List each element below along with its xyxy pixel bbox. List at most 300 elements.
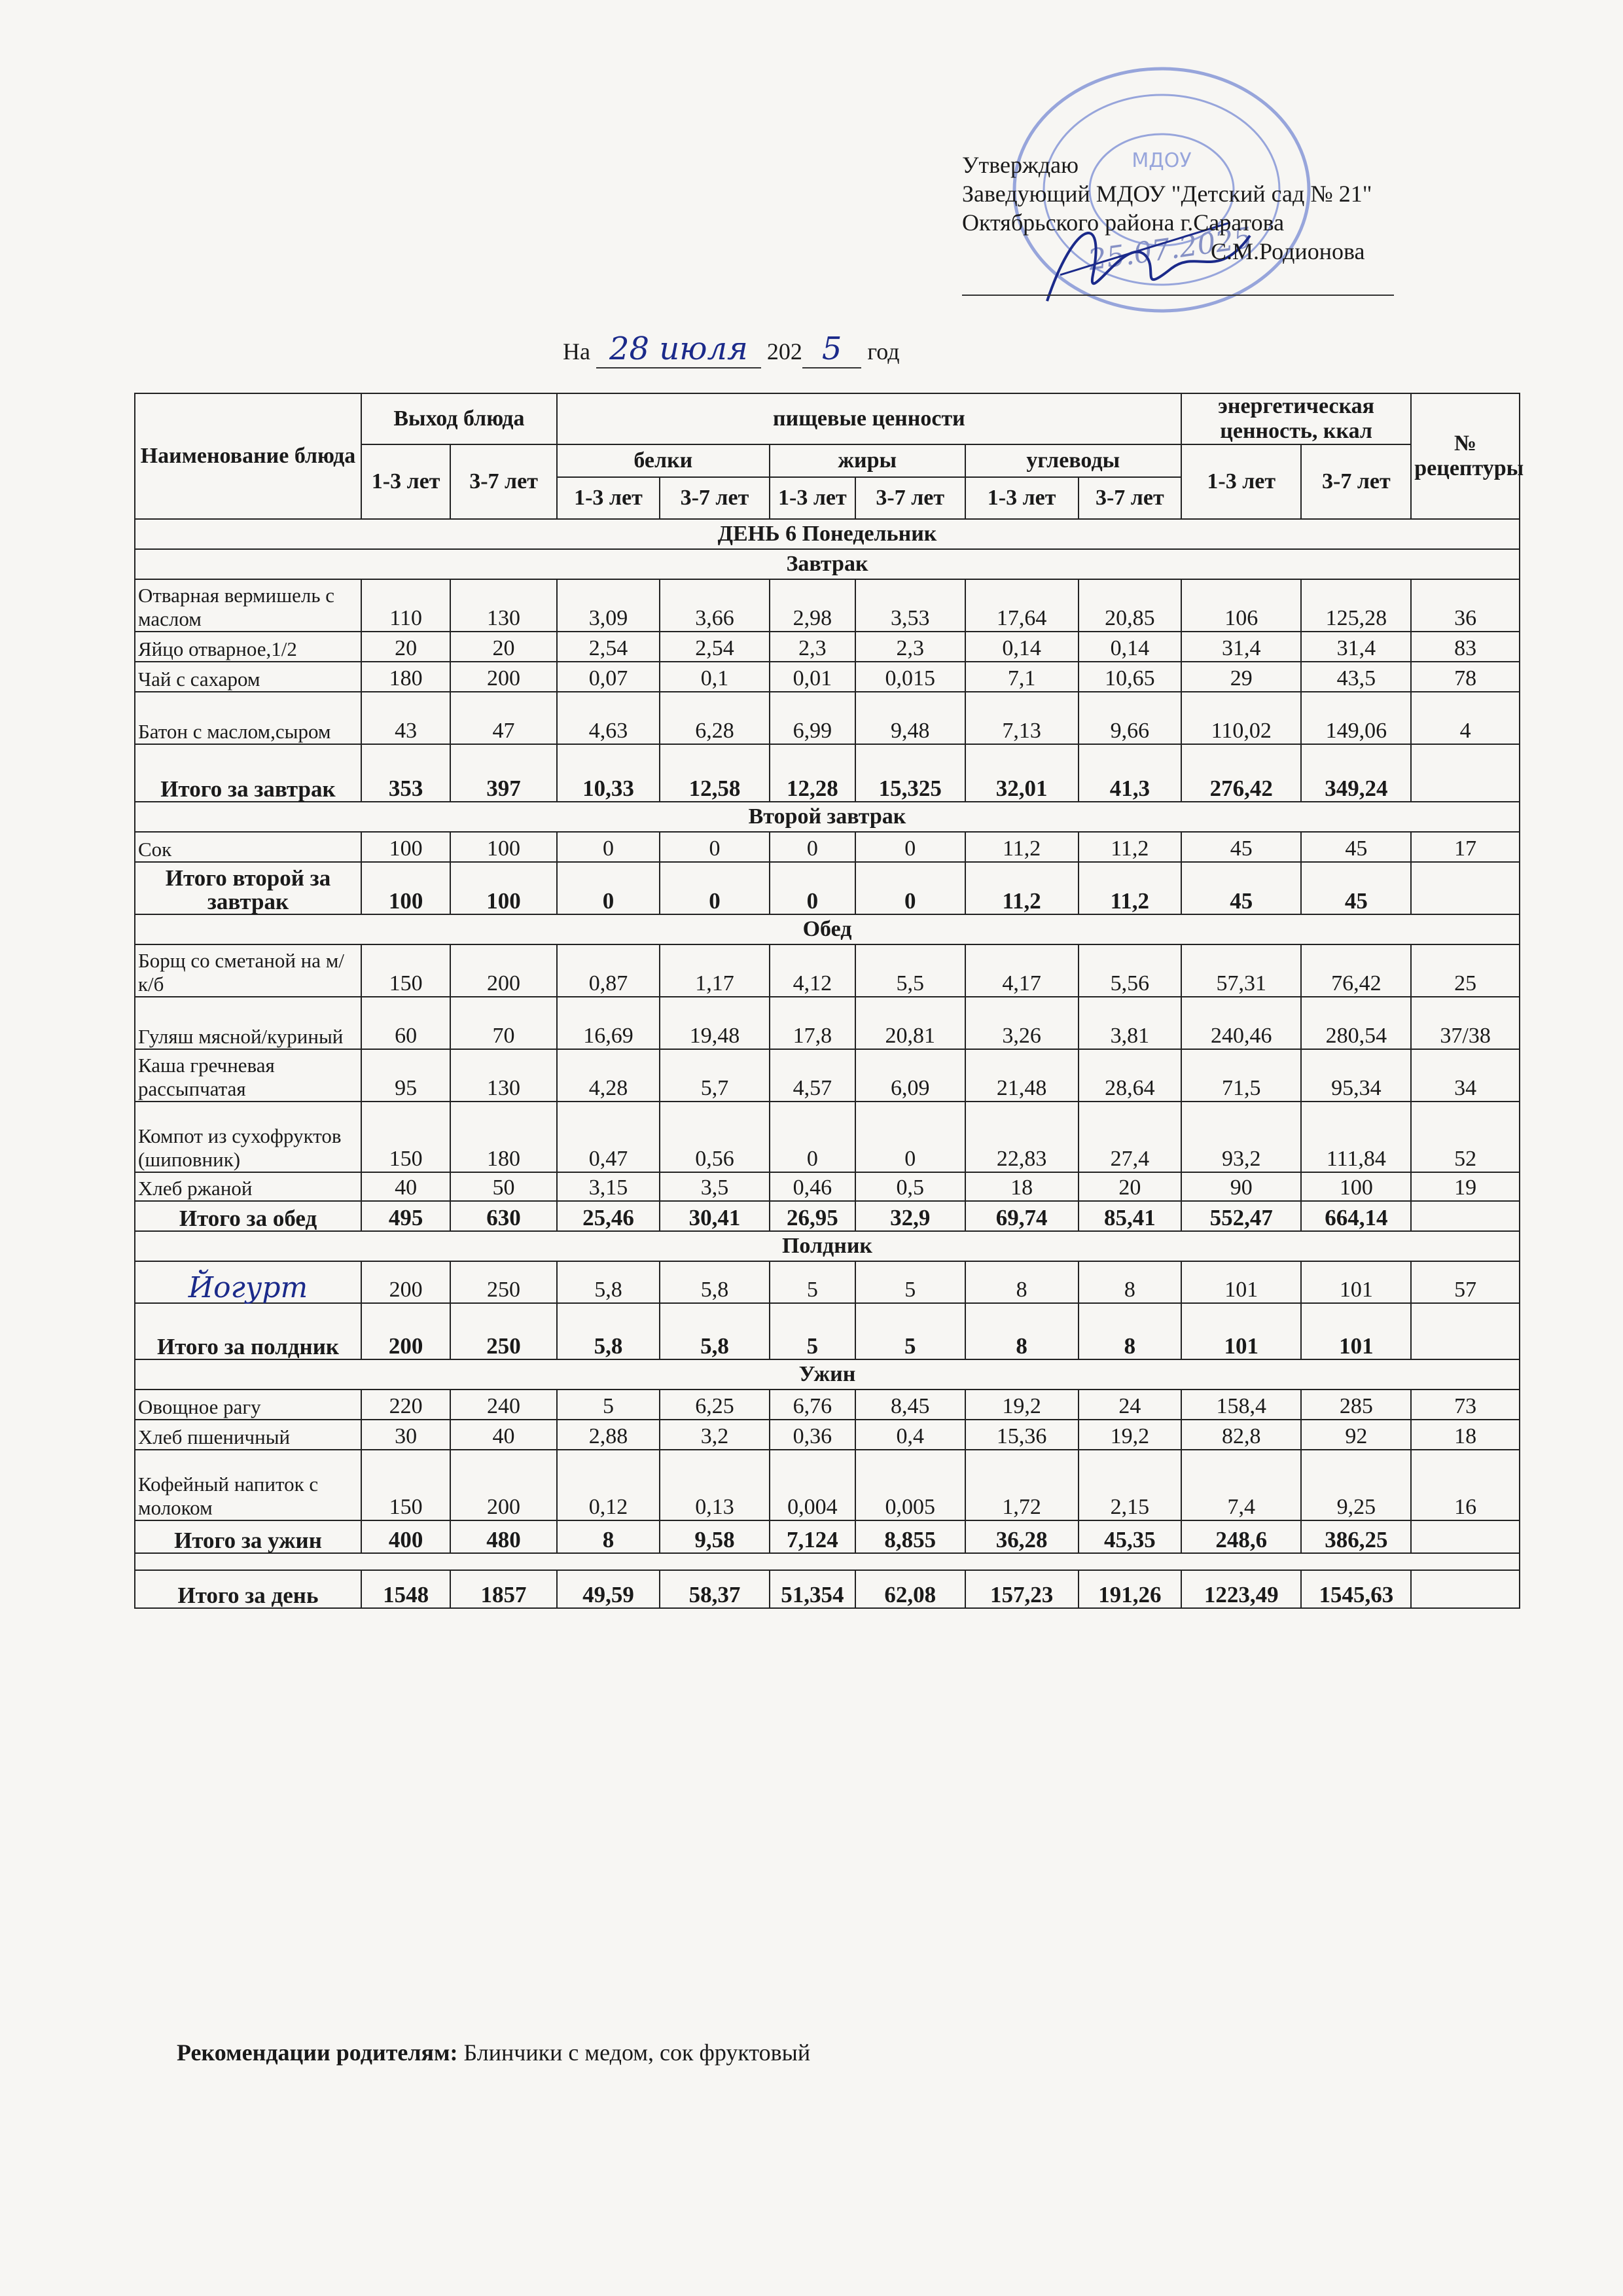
cell-value: 276,42 [1181,744,1301,802]
cell-value: 93,2 [1181,1102,1301,1172]
cell-value: 6,99 [770,692,855,744]
date-year-prefix: 202 [766,338,802,365]
table-row [135,1420,1520,1450]
cell-value: 29 [1181,662,1301,692]
dish-name: Кофейный напиток с молоком [135,1450,361,1520]
cell-value: 2,54 [660,632,770,662]
cell-value: 5,5 [855,944,965,997]
cell-value: 0,14 [1079,632,1181,662]
cell-value: 19,48 [660,997,770,1049]
cell-value: 62,08 [855,1570,965,1608]
cell-value: 36 [1411,579,1520,632]
cell-value: 25 [1411,944,1520,997]
cell-value: 70 [450,997,557,1049]
cell-value: 0,01 [770,662,855,692]
cell-value: 5,8 [660,1261,770,1303]
cell-value: 0,13 [660,1450,770,1520]
cell-value: 150 [361,1450,450,1520]
cell-value: 240 [450,1390,557,1420]
cell-value: 3,09 [557,579,660,632]
cell-value: 45 [1181,862,1301,914]
cell-value: 11,2 [965,862,1079,914]
cell-value: 220 [361,1390,450,1420]
cell-value: 4,63 [557,692,660,744]
cell-value: 69,74 [965,1201,1079,1231]
cell-value: 200 [450,944,557,997]
header-carbs-1-3: 1-3 лет [965,477,1079,519]
approval-position: Заведующий МДОУ "Детский сад № 21" [962,181,1372,207]
cell-value: 2,3 [770,632,855,662]
cell-value: 3,15 [557,1172,660,1201]
total-row [135,1520,1520,1553]
cell-value: 285 [1301,1390,1411,1420]
total-label: Итого за день [135,1570,361,1608]
cell-value: 5,8 [557,1261,660,1303]
cell-value: 158,4 [1181,1390,1301,1420]
cell-value: 248,6 [1181,1520,1301,1553]
header-energy: энергетическая ценность, ккал [1181,393,1411,444]
cell-value: 100 [450,862,557,914]
cell-value: 0 [855,832,965,862]
table-row [135,692,1520,744]
dish-name: Борщ со сметаной на м/к/б [135,944,361,997]
dish-name: Гуляш мясной/куриный [135,997,361,1049]
table-row [135,1261,1520,1303]
cell-value: 280,54 [1301,997,1411,1049]
cell-value: 0,015 [855,662,965,692]
cell-value [1411,1201,1520,1231]
cell-value: 0,14 [965,632,1079,662]
cell-value: 0,87 [557,944,660,997]
cell-value: 26,95 [770,1201,855,1231]
header-fats-1-3: 1-3 лет [770,477,855,519]
table-row [135,1390,1520,1420]
cell-value: 0,47 [557,1102,660,1172]
cell-value: 0 [770,832,855,862]
cell-value: 20,85 [1079,579,1181,632]
cell-value: 20 [1079,1172,1181,1201]
spacer-cell [135,1553,1520,1570]
cell-value: 31,4 [1301,632,1411,662]
cell-value: 58,37 [660,1570,770,1608]
date-prefix: На [563,338,590,365]
cell-value: 0 [660,832,770,862]
cell-value [1411,744,1520,802]
cell-value: 19,2 [1079,1420,1181,1450]
dish-name: Батон с маслом,сыром [135,692,361,744]
table-row [135,944,1520,997]
cell-value: 30,41 [660,1201,770,1231]
cell-value: 101 [1301,1303,1411,1359]
cell-value: 7,1 [965,662,1079,692]
recommendation-label: Рекомендации родителям: [177,2039,458,2066]
cell-value: 49,59 [557,1570,660,1608]
total-row [135,862,1520,914]
dish-name: Чай с сахаром [135,662,361,692]
cell-value [1411,1520,1520,1553]
cell-value: 110 [361,579,450,632]
cell-value: 22,83 [965,1102,1079,1172]
menu-date [563,331,900,368]
header-fats-3-7: 3-7 лет [855,477,965,519]
cell-value: 5 [855,1303,965,1359]
table-row [135,997,1520,1049]
cell-value: 200 [450,662,557,692]
dish-name: Компот из сухофруктов (шиповник) [135,1102,361,1172]
cell-value: 32,9 [855,1201,965,1231]
cell-value: 0,1 [660,662,770,692]
cell-value: 19 [1411,1172,1520,1201]
cell-value: 150 [361,944,450,997]
date-day-month: 28 июля [596,331,761,368]
cell-value: 101 [1301,1261,1411,1303]
cell-value: 11,2 [965,832,1079,862]
header-output-1-3: 1-3 лет [361,444,450,519]
cell-value: 9,48 [855,692,965,744]
day-title [135,519,1520,549]
cell-value: 83 [1411,632,1520,662]
dish-name: Хлеб ржаной [135,1172,361,1201]
cell-value: 12,58 [660,744,770,802]
cell-value: 32,01 [965,744,1079,802]
cell-value: 52 [1411,1102,1520,1172]
date-year-suffix: 5 [802,331,862,368]
cell-value: 0,5 [855,1172,965,1201]
cell-value: 250 [450,1303,557,1359]
cell-value: 2,3 [855,632,965,662]
table-row [135,832,1520,862]
cell-value: 101 [1181,1303,1301,1359]
cell-value: 15,325 [855,744,965,802]
cell-value: 101 [1181,1261,1301,1303]
cell-value: 40 [361,1172,450,1201]
header-energy-1-3: 1-3 лет [1181,444,1301,519]
cell-value: 8 [1079,1261,1181,1303]
cell-value: 250 [450,1261,557,1303]
approval-block [962,151,1486,296]
cell-value: 0,005 [855,1450,965,1520]
cell-value: 16 [1411,1450,1520,1520]
dish-name: Яйцо отварное,1/2 [135,632,361,662]
cell-value: 110,02 [1181,692,1301,744]
cell-value: 85,41 [1079,1201,1181,1231]
cell-value: 5,7 [660,1049,770,1102]
cell-value: 1857 [450,1570,557,1608]
cell-value: 8,855 [855,1520,965,1553]
cell-value: 41,3 [1079,744,1181,802]
cell-value: 19,2 [965,1390,1079,1420]
section-breakfast [135,549,1520,579]
cell-value: 25,46 [557,1201,660,1231]
table-row [135,662,1520,692]
cell-value: 8,45 [855,1390,965,1420]
date-suffix: год [867,338,900,365]
total-label: Итого за завтрак [135,744,361,802]
dish-name: Отварная вермишель с маслом [135,579,361,632]
cell-value: 1548 [361,1570,450,1608]
cell-value: 0,46 [770,1172,855,1201]
cell-value: 9,66 [1079,692,1181,744]
cell-value: 18 [1411,1420,1520,1450]
menu-body [135,519,1520,1608]
cell-value [1411,1570,1520,1608]
cell-value: 8 [1079,1303,1181,1359]
cell-value: 3,53 [855,579,965,632]
total-label: Итого за ужин [135,1520,361,1553]
cell-value: 157,23 [965,1570,1079,1608]
cell-value: 349,24 [1301,744,1411,802]
cell-value: 95 [361,1049,450,1102]
cell-value: 20,81 [855,997,965,1049]
dish-name [135,1261,361,1303]
cell-value: 18 [965,1172,1079,1201]
cell-value: 73 [1411,1390,1520,1420]
section-lunch [135,914,1520,944]
cell-value: 130 [450,1049,557,1102]
cell-value: 7,124 [770,1520,855,1553]
cell-value: 664,14 [1301,1201,1411,1231]
cell-value: 100 [361,862,450,914]
cell-value: 10,65 [1079,662,1181,692]
cell-value: 20 [361,632,450,662]
cell-value: 1,72 [965,1450,1079,1520]
cell-value: 1223,49 [1181,1570,1301,1608]
section-second-breakfast [135,802,1520,832]
cell-value: 400 [361,1520,450,1553]
cell-value: 3,81 [1079,997,1181,1049]
cell-value: 17 [1411,832,1520,862]
cell-value: 353 [361,744,450,802]
cell-value: 111,84 [1301,1102,1411,1172]
table-row [135,632,1520,662]
header-carbs-3-7: 3-7 лет [1079,477,1181,519]
dish-name: Хлеб пшеничный [135,1420,361,1450]
cell-value: 100 [361,832,450,862]
cell-value: 45 [1301,862,1411,914]
header-nutrients: пищевые ценности [557,393,1181,444]
cell-value: 397 [450,744,557,802]
cell-value: 27,4 [1079,1102,1181,1172]
cell-value: 15,36 [965,1420,1079,1450]
cell-value: 200 [361,1261,450,1303]
cell-value: 8 [965,1303,1079,1359]
table-row [135,1049,1520,1102]
cell-value: 5 [855,1261,965,1303]
cell-value: 7,13 [965,692,1079,744]
cell-value: 0,36 [770,1420,855,1450]
header-output-3-7: 3-7 лет [450,444,557,519]
table-row [135,579,1520,632]
cell-value: 3,26 [965,997,1079,1049]
cell-value: 100 [450,832,557,862]
total-row [135,744,1520,802]
header-proteins-1-3: 1-3 лет [557,477,660,519]
cell-value: 45,35 [1079,1520,1181,1553]
total-label: Итого за обед [135,1201,361,1231]
cell-value: 0 [557,832,660,862]
cell-value [1411,862,1520,914]
cell-value: 3,66 [660,579,770,632]
section-dinner [135,1359,1520,1390]
cell-value: 21,48 [965,1049,1079,1102]
spacer-row [135,1553,1520,1570]
cell-value: 5,8 [557,1303,660,1359]
cell-value: 2,98 [770,579,855,632]
cell-value: 5,56 [1079,944,1181,997]
total-label: Итого за полдник [135,1303,361,1359]
cell-value: 5,8 [660,1303,770,1359]
cell-value [1411,1303,1520,1359]
total-row [135,1201,1520,1231]
cell-value: 20 [450,632,557,662]
approval-title: Утверждаю [962,152,1079,178]
cell-value: 6,25 [660,1390,770,1420]
cell-value: 125,28 [1301,579,1411,632]
cell-value: 180 [361,662,450,692]
parent-recommendation [177,2039,810,2066]
cell-value: 57 [1411,1261,1520,1303]
cell-value: 4,57 [770,1049,855,1102]
cell-value: 5 [770,1303,855,1359]
section-breakfast-label: Завтрак [135,549,1520,579]
cell-value: 3,2 [660,1420,770,1450]
cell-value: 240,46 [1181,997,1301,1049]
cell-value: 2,88 [557,1420,660,1450]
cell-value: 0 [660,862,770,914]
cell-value: 0 [855,862,965,914]
cell-value: 0,4 [855,1420,965,1450]
header-output: Выход блюда [361,393,557,444]
section-snack [135,1231,1520,1261]
dish-name-handwritten: Йогурт [188,1271,308,1304]
cell-value: 43,5 [1301,662,1411,692]
cell-value: 76,42 [1301,944,1411,997]
cell-value: 43 [361,692,450,744]
cell-value: 630 [450,1201,557,1231]
cell-value: 1545,63 [1301,1570,1411,1608]
cell-value: 71,5 [1181,1049,1301,1102]
cell-value: 3,5 [660,1172,770,1201]
cell-value: 51,354 [770,1570,855,1608]
cell-value: 0 [770,1102,855,1172]
header-carbs: углеводы [965,444,1181,477]
cell-value: 6,09 [855,1049,965,1102]
cell-value: 92 [1301,1420,1411,1450]
cell-value: 495 [361,1201,450,1231]
cell-value: 6,28 [660,692,770,744]
cell-value: 0,004 [770,1450,855,1520]
header-proteins: белки [557,444,770,477]
table-row [135,1102,1520,1172]
recommendation-text: Блинчики с медом, сок фруктовый [457,2039,811,2066]
approval-district: Октябрьского района г.Саратова [962,209,1285,236]
cell-value: 180 [450,1102,557,1172]
cell-value: 0 [557,862,660,914]
dish-name: Каша гречневая рассыпчатая [135,1049,361,1102]
total-label: Итого второй за завтрак [135,862,361,914]
cell-value: 4,17 [965,944,1079,997]
cell-value: 0,07 [557,662,660,692]
cell-value: 200 [450,1450,557,1520]
total-row [135,1570,1520,1608]
cell-value: 386,25 [1301,1520,1411,1553]
cell-value: 8 [965,1261,1079,1303]
cell-value: 82,8 [1181,1420,1301,1450]
section-lunch-label: Обед [135,914,1520,944]
cell-value: 200 [361,1303,450,1359]
cell-value: 2,15 [1079,1450,1181,1520]
cell-value: 6,76 [770,1390,855,1420]
cell-value: 0 [770,862,855,914]
stamp-date: 25.07.2025 [1086,221,1255,278]
cell-value: 34 [1411,1049,1520,1102]
cell-value: 0,56 [660,1102,770,1172]
cell-value: 149,06 [1301,692,1411,744]
cell-value: 9,25 [1301,1450,1411,1520]
cell-value: 130 [450,579,557,632]
cell-value: 45 [1301,832,1411,862]
table-row [135,1172,1520,1201]
header-fats: жиры [770,444,965,477]
cell-value: 4,12 [770,944,855,997]
cell-value: 480 [450,1520,557,1553]
cell-value: 31,4 [1181,632,1301,662]
cell-value: 2,54 [557,632,660,662]
section-second-breakfast-label: Второй завтрак [135,802,1520,832]
cell-value: 30 [361,1420,450,1450]
dish-name: Овощное рагу [135,1390,361,1420]
cell-value: 0 [855,1102,965,1172]
header-energy-3-7: 3-7 лет [1301,444,1411,519]
header-proteins-3-7: 3-7 лет [660,477,770,519]
cell-value: 36,28 [965,1520,1079,1553]
cell-value: 8 [557,1520,660,1553]
cell-value: 16,69 [557,997,660,1049]
approval-signatory: С.М.Родионова [1211,238,1365,264]
cell-value: 0,12 [557,1450,660,1520]
cell-value: 11,2 [1079,862,1181,914]
cell-value: 24 [1079,1390,1181,1420]
cell-value: 57,31 [1181,944,1301,997]
stamp-text: МДОУ [1132,149,1192,172]
cell-value: 1,17 [660,944,770,997]
signature-line [962,266,1394,296]
cell-value: 150 [361,1102,450,1172]
cell-value: 10,33 [557,744,660,802]
cell-value: 37/38 [1411,997,1520,1049]
menu-table [134,393,1524,1609]
cell-value: 50 [450,1172,557,1201]
cell-value: 12,28 [770,744,855,802]
cell-value: 17,8 [770,997,855,1049]
cell-value: 5 [770,1261,855,1303]
cell-value: 106 [1181,579,1301,632]
cell-value: 5 [557,1390,660,1420]
cell-value: 90 [1181,1172,1301,1201]
dish-name: Сок [135,832,361,862]
cell-value: 45 [1181,832,1301,862]
cell-value: 552,47 [1181,1201,1301,1231]
cell-value: 4 [1411,692,1520,744]
total-row [135,1303,1520,1359]
cell-value: 11,2 [1079,832,1181,862]
cell-value: 40 [450,1420,557,1450]
cell-value: 7,4 [1181,1450,1301,1520]
cell-value: 100 [1301,1172,1411,1201]
cell-value: 191,26 [1079,1570,1181,1608]
cell-value: 4,28 [557,1049,660,1102]
cell-value: 95,34 [1301,1049,1411,1102]
